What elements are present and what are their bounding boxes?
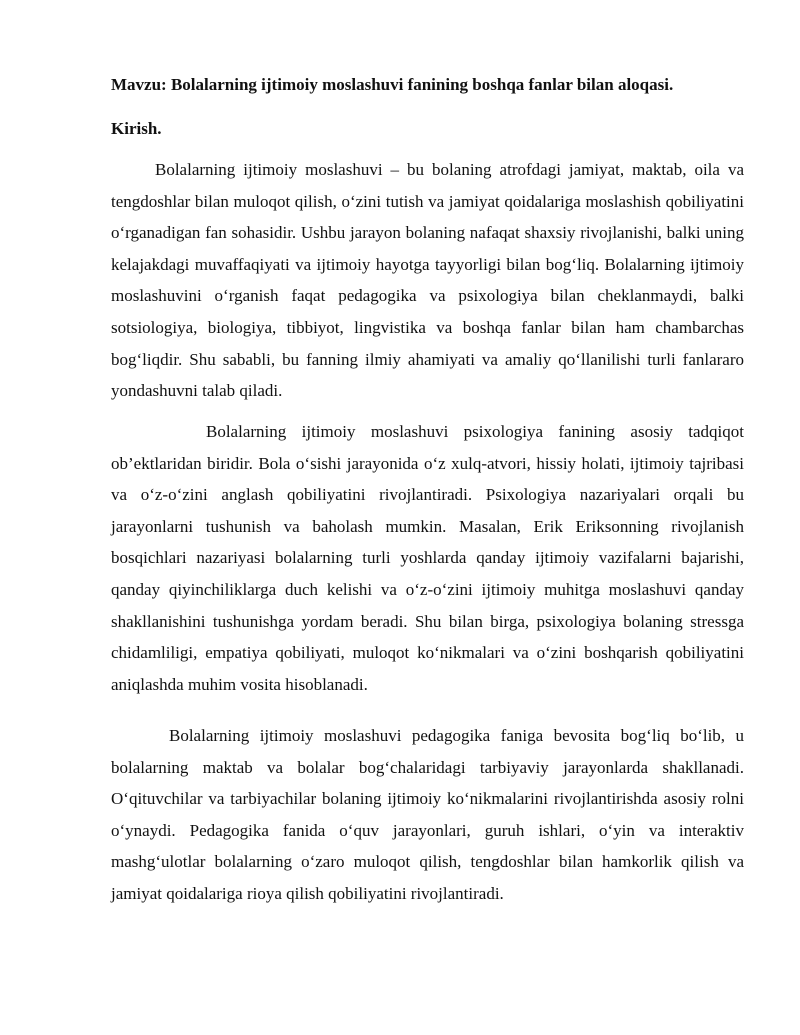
paragraph-2: Bolalarning ijtimoiy moslashuvi psixologiya fanining asosiy tadqiqot ob’ektlaridan biridir. Bola o‘sishi jarayonida o‘z xulq-atvori, hissiy holati, ijtimoiy tajribasi va o‘z-o‘zini anglash qobiliyatini rivojlantiradi. Psixologiya nazariyalari orqali bu jarayonlarni tushunish va baholash mumkin. Masalan, Erik Eriksonning rivojlanish bosqichlari nazariyasi bolalarning turli yoshlarda qanday ijtimoiy vazifalarni bajarishi, qanday qiyinchiliklarga duch kelishi va o‘z-o‘zini ijtimoiy muhitga moslashuvi qanday shakllanishini tushunishga yordam beradi. Shu bilan birga, psixologiya bolaning stressga chidamliligi, empatiya qobiliyati, muloqot ko‘nikmalari va o‘zini boshqarish qobiliyatini aniqlashda muhim vosita hisoblanadi. [111,422,744,694]
section-heading: Kirish. [111,119,162,138]
paragraph-1: Bolalarning ijtimoiy moslashuvi – bu bolaning atrofdagi jamiyat, maktab, oila va tengdoshlar bilan muloqot qilish, o‘zini tutish va jamiyat qoidalariga moslashish qobiliyatini o‘rganadigan fan sohasidir. Ushbu jarayon bolaning nafaqat shaxsiy rivojlanishi, balki uning kelajakdagi muvaffaqiyati va ijtimoiy hayotga tayyorligi bilan bog‘liq. Bolalarning ijtimoiy moslashuvini o‘rganish faqat pedagogika va psixologiya bilan cheklanmaydi, balki sotsiologiya, biologiya, tibbiyot, lingvistika va boshqa fanlar bilan ham chambarchas bog‘liqdir. Shu sababli, bu fanning ilmiy ahamiyati va amaliy qo‘llanilishi turli fanlararo yondashuvni talab qiladi. [111,160,744,401]
paragraph-3: Bolalarning ijtimoiy moslashuvi pedagogika faniga bevosita bog‘liq bo‘lib, u bolalarning maktab va bolalar bog‘chalaridagi tarbiyaviy jarayonlarda shakllanadi. O‘qituvchilar va tarbiyachilar bolaning ijtimoiy ko‘nikmalarini rivojlantirishda asosiy rolni o‘ynaydi. Pedagogika fanida o‘quv jarayonlari, guruh ishlari, o‘yin va interaktiv mashg‘ulotlar bolalarning o‘zaro muloqot qilish, tengdoshlar bilan hamkorlik qilish va jamiyat qoidalariga rioya qilish qobiliyatini rivojlantiradi. [111,726,744,903]
document-title: Mavzu: Bolalarning ijtimoiy moslashuvi fanining boshqa fanlar bilan aloqasi. [111,75,674,94]
